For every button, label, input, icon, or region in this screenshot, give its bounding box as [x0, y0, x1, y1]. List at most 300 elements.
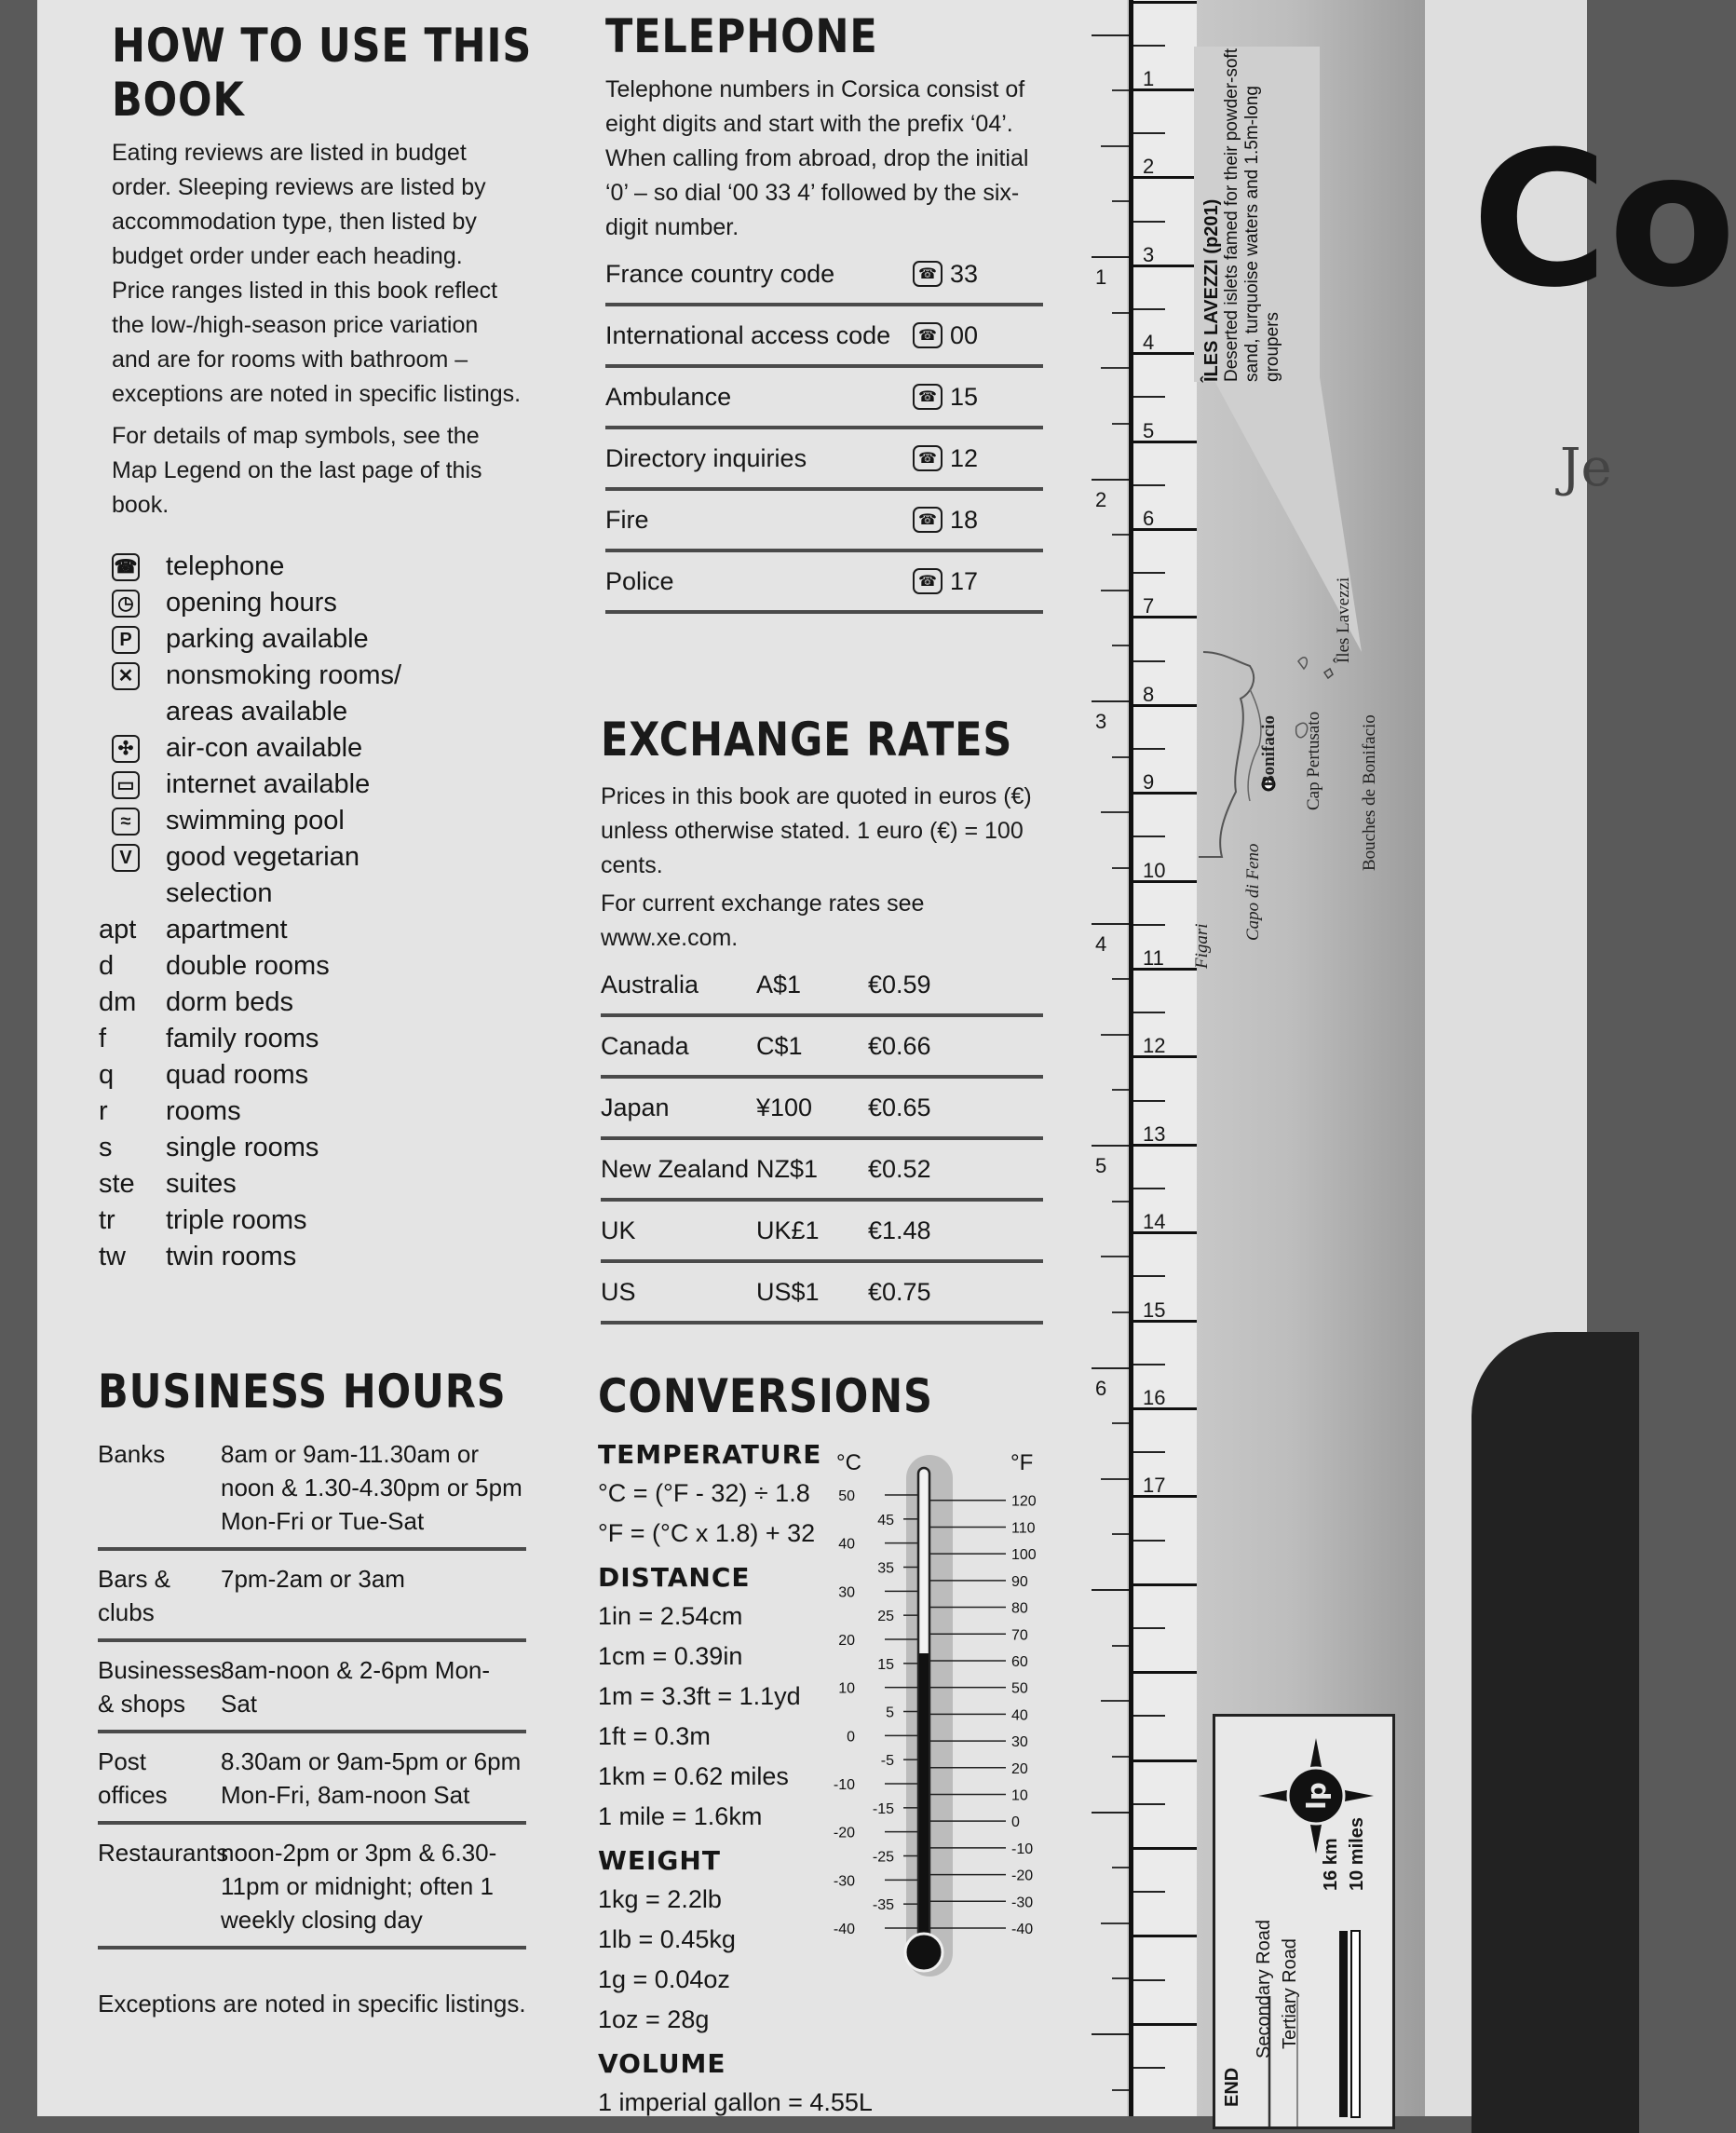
business-hours-value: 8am-noon & 2-6pm Mon-Sat: [221, 1656, 491, 1718]
celsius-minor-label: 45: [877, 1512, 894, 1528]
ruler-half-tick: [1133, 924, 1165, 926]
ruler-cm-label: 4: [1143, 331, 1155, 355]
exchange-country: UK: [601, 1216, 636, 1244]
abbreviation-row: [99, 1130, 549, 1166]
weight-line: 1kg = 2.2lb: [598, 1885, 722, 1913]
inch-tick: [1092, 923, 1129, 925]
celsius-minor-label: -5: [880, 1753, 894, 1770]
map-place-label: Bonifacio: [1259, 714, 1279, 787]
scale-miles-label: 10 miles: [1347, 1817, 1367, 1891]
clock-icon: ◷: [112, 590, 140, 618]
telephone-icon: ☎: [913, 445, 943, 471]
swimming-pool-icon: ≈: [112, 808, 140, 836]
fahrenheit-label: 40: [1011, 1707, 1028, 1724]
celsius-major-label: 30: [838, 1584, 855, 1601]
how-to-use-title: HOW TO USE THIS BOOK: [112, 19, 533, 127]
weight-line: 1g = 0.04oz: [598, 1965, 730, 1993]
inch-minor-tick: [1101, 590, 1129, 591]
telephone-icon: ☎: [913, 261, 943, 287]
exchange-rates-section: [601, 713, 1043, 1325]
lavezzi-islets: [1324, 669, 1333, 678]
business-hours-section: [98, 1365, 526, 2021]
celsius-minor-label: 15: [877, 1656, 894, 1673]
inch-minor-tick: [1112, 1756, 1129, 1758]
ruler-cm-tick: [1133, 1, 1197, 4]
ruler-half-tick: [1133, 572, 1165, 574]
distance-line: 1 mile = 1.6km: [598, 1802, 763, 1830]
inch-minor-tick: [1112, 423, 1129, 425]
map-legend-graphics: [1215, 1717, 1392, 2126]
aircon-icon: ✣: [112, 735, 140, 763]
inch-minor-tick: [1101, 145, 1129, 147]
ruler-cm-label: 17: [1143, 1474, 1166, 1498]
exchange-row: [601, 1017, 1043, 1079]
ruler-cm-label: 12: [1143, 1034, 1166, 1058]
symbol-key-row: [112, 585, 549, 621]
telephone-row: [605, 552, 1043, 614]
business-hours-value: 8.30am or 9am-5pm or 6pm Mon-Fri, 8am-noon Sat: [221, 1747, 522, 1809]
weight-line: 1lb = 0.45kg: [598, 1925, 736, 1953]
thermometer-bulb: [905, 1934, 943, 1971]
telephone-number: 15: [950, 382, 979, 411]
centimetre-ruler: [1129, 0, 1197, 2116]
ruler-half-tick: [1133, 660, 1165, 662]
abbreviation-row: [99, 948, 549, 985]
inch-tick: [1092, 1367, 1129, 1369]
abbreviation-code: tr: [99, 1205, 115, 1235]
ruler-half-tick: [1133, 45, 1165, 47]
ruler-half-tick: [1133, 396, 1165, 398]
thermometer-diagram: [820, 1444, 1099, 2003]
abbreviation-code: s: [99, 1133, 113, 1162]
ruler-half-tick: [1133, 1364, 1165, 1365]
fahrenheit-label: 20: [1011, 1760, 1028, 1777]
telephone-row-label: France country code: [605, 259, 835, 288]
abbreviation-label: apartment: [166, 915, 288, 944]
telephone-row-number-cell: [913, 506, 978, 535]
inch-tick: [1092, 1145, 1129, 1147]
abbreviation-label: single rooms: [166, 1133, 319, 1162]
telephone-title: TELEPHONE: [605, 9, 878, 63]
abbreviation-label: family rooms: [166, 1024, 319, 1053]
celsius-minor-label: 5: [886, 1705, 894, 1721]
vegetarian-icon: V: [112, 844, 140, 872]
symbol-key-row: [112, 549, 549, 585]
symbol-key-icon-cell: [112, 658, 166, 694]
temperature-formula: °F = (°C x 1.8) + 32: [598, 1519, 816, 1547]
inch-label: 2: [1095, 487, 1107, 511]
telephone-row-number-cell: [913, 260, 978, 289]
right-page-photo: [1472, 1332, 1639, 2133]
symbol-key-label: swimming pool: [166, 806, 345, 836]
exchange-row: [601, 1140, 1043, 1202]
distance-line: 1cm = 0.39in: [598, 1642, 743, 1670]
ruler-cm-label: 5: [1143, 418, 1155, 442]
inch-tick: [1092, 2033, 1129, 2035]
business-hours-table: [98, 1426, 526, 1950]
ruler-half-tick: [1133, 1012, 1165, 1013]
how-to-use-paragraph: Eating reviews are listed in budget order. Sleeping reviews are listed by accommodation type, then listed by budget order under each heading. Price ranges listed in this book reflect the low-/high-season price variation and are for rooms with bathroom – exceptions are noted in specific listings.: [112, 140, 522, 407]
thermometer-mercury: [919, 1653, 929, 1951]
inch-minor-tick: [1112, 200, 1129, 202]
ruler-half-tick: [1133, 836, 1165, 837]
fahrenheit-label: 100: [1011, 1547, 1037, 1564]
abbreviation-row: [99, 985, 549, 1021]
symbol-key-icon-cell: [112, 767, 166, 803]
distance-line: 1ft = 0.3m: [598, 1722, 711, 1750]
how-to-use-section: [99, 19, 549, 1275]
telephone-row: [605, 368, 1043, 429]
inch-minor-tick: [1101, 1700, 1129, 1702]
abbreviation-code: f: [99, 1024, 107, 1053]
symbol-key-row: [112, 767, 549, 803]
map-place-label: Bouches de Bonifacio: [1360, 714, 1379, 871]
telephone-row-number-cell: [913, 321, 978, 350]
ruler-cm-tick: [1133, 1671, 1197, 1674]
ruler-cm-tick: [1133, 1759, 1197, 1762]
fahrenheit-label: 30: [1011, 1734, 1028, 1751]
inch-label: 3: [1095, 710, 1107, 733]
ruler-cm-tick: [1133, 1847, 1197, 1850]
abbreviation-code: r: [99, 1096, 108, 1126]
fahrenheit-label: -40: [1011, 1922, 1034, 1937]
exchange-row: [601, 1202, 1043, 1263]
ruler-cm-label: 10: [1143, 858, 1166, 882]
abbreviation-row: [99, 1057, 549, 1094]
ruler-half-tick: [1133, 1451, 1165, 1453]
map-place-label: Cap Pertusato: [1304, 711, 1323, 810]
weight-heading: WEIGHT: [598, 1845, 721, 1876]
fahrenheit-label: 120: [1011, 1493, 1037, 1510]
telephone-row: [605, 245, 1043, 306]
telephone-row: [605, 306, 1043, 368]
lavezzi-callout-text: [1201, 47, 1283, 382]
map-legend-title: END: [1222, 2067, 1242, 2107]
inch-tick: [1092, 479, 1129, 481]
distance-line: 1in = 2.54cm: [598, 1602, 743, 1630]
inch-scale: [1088, 0, 1129, 2116]
inch-tick: [1092, 700, 1129, 702]
ruler-half-tick: [1133, 1979, 1165, 1981]
ruler-half-tick: [1133, 221, 1165, 223]
telephone-row-label: Ambulance: [605, 382, 732, 411]
weight-line: 1oz = 28g: [598, 2005, 710, 2033]
telephone-row-number-cell: [913, 567, 978, 596]
symbol-key-icon-cell: [112, 839, 166, 876]
telephone-row-label: Directory inquiries: [605, 443, 807, 472]
celsius-major-label: 0: [847, 1729, 855, 1746]
business-type: Banks: [98, 1440, 166, 1468]
telephone-row-label: Fire: [605, 505, 649, 534]
exchange-country: Japan: [601, 1093, 670, 1121]
ruler-half-tick: [1133, 2067, 1165, 2069]
coastline: [1199, 652, 1254, 857]
exchange-row: [601, 1263, 1043, 1325]
telephone-number: 33: [950, 259, 979, 288]
lavezzi-callout-title: ÎLES LAVEZZI (p201): [1201, 198, 1222, 382]
telephone-icon: ☎: [913, 384, 943, 410]
business-hours-row: [98, 1733, 526, 1825]
fahrenheit-label: 50: [1011, 1680, 1028, 1697]
ruler-cm-label: 7: [1143, 594, 1155, 618]
celsius-major-label: 50: [838, 1488, 855, 1504]
celsius-unit-label: °C: [836, 1450, 861, 1475]
inch-tick: [1092, 1812, 1129, 1814]
inch-minor-tick: [1101, 1922, 1129, 1924]
symbol-key-label: opening hours: [166, 588, 337, 618]
celsius-major-label: -10: [833, 1777, 855, 1793]
exchange-unit: UK£1: [756, 1216, 820, 1244]
inch-minor-tick: [1112, 1645, 1129, 1647]
symbol-key-list: [99, 549, 549, 1275]
inch-minor-tick: [1112, 1201, 1129, 1202]
ruler-half-tick: [1133, 132, 1165, 134]
legend-secondary-road: Secondary Road: [1254, 1920, 1274, 2058]
symbol-key-icon-cell: [112, 585, 166, 621]
internet-icon: ▭: [112, 771, 140, 799]
exchange-euro-value: €0.75: [868, 1277, 931, 1306]
fahrenheit-label: 110: [1011, 1520, 1036, 1537]
abbreviation-code: q: [99, 1060, 115, 1090]
celsius-major-label: 40: [838, 1536, 855, 1553]
celsius-major-label: -20: [833, 1825, 855, 1841]
ruler-cm-tick: [1133, 2023, 1197, 2026]
inch-minor-tick: [1101, 811, 1129, 813]
celsius-major-label: 20: [838, 1633, 855, 1649]
exchange-euro-value: €1.48: [868, 1216, 931, 1244]
business-hours-value: 8am or 9am-11.30am or noon & 1.30-4.30pm or 5pm Mon-Fri or Tue-Sat: [221, 1440, 522, 1535]
temperature-formula: °C = (°F - 32) ÷ 1.8: [598, 1479, 810, 1507]
business-hours-row: [98, 1825, 526, 1950]
telephone-section: [605, 9, 1043, 614]
exchange-euro-value: €0.59: [868, 970, 931, 999]
ruler-cm-label: 14: [1143, 1210, 1166, 1234]
right-page-subtext: Je: [1560, 438, 1612, 498]
ruler-half-tick: [1133, 1803, 1165, 1805]
business-hours-value: 7pm-2am or 3am: [221, 1565, 405, 1593]
symbol-key-row: [112, 658, 549, 730]
inch-label: 1: [1095, 265, 1107, 289]
abbreviation-row: [99, 912, 549, 948]
celsius-minor-label: 35: [877, 1560, 894, 1577]
distance-heading: DISTANCE: [598, 1562, 751, 1593]
legend-tertiary-road: Tertiary Road: [1280, 1938, 1300, 2049]
scale-bar-miles: [1351, 1931, 1360, 2117]
exchange-table: [601, 956, 1043, 1325]
telephone-icon: ☎: [913, 322, 943, 348]
fahrenheit-label: 60: [1011, 1653, 1028, 1670]
inch-minor-tick: [1112, 89, 1129, 91]
celsius-major-label: -30: [833, 1873, 855, 1890]
how-to-use-paragraph: For details of map symbols, see the Map Legend on the last page of this book.: [112, 423, 482, 518]
ruler-cm-label: 13: [1143, 1121, 1166, 1146]
fahrenheit-label: 70: [1011, 1627, 1028, 1644]
abbreviation-label: suites: [166, 1169, 237, 1199]
abbreviation-label: double rooms: [166, 951, 330, 981]
abbreviation-code: tw: [99, 1242, 126, 1271]
abbreviation-row: [99, 1166, 549, 1202]
abbreviation-code: apt: [99, 915, 137, 944]
inch-minor-tick: [1112, 534, 1129, 536]
celsius-minor-label: 25: [877, 1609, 894, 1625]
business-hours-row: [98, 1426, 526, 1551]
abbreviation-row: [99, 1094, 549, 1130]
inch-minor-tick: [1112, 1089, 1129, 1091]
nonsmoking-icon: ✕: [112, 662, 140, 690]
business-type: Bars & clubs: [98, 1565, 171, 1626]
inch-tick: [1092, 1589, 1129, 1591]
symbol-key-row: [112, 803, 549, 839]
map-place-label: Figari: [1192, 923, 1212, 969]
inch-minor-tick: [1112, 978, 1129, 980]
ruler-cm-label: 9: [1143, 770, 1155, 795]
lavezzi-callout-description: Deserted islets famed for their powder-soft sand, turquoise waters and 1.5m-long groupers: [1222, 48, 1282, 382]
scale-km-label: 16 km: [1321, 1838, 1341, 1891]
telephone-row: [605, 491, 1043, 552]
inch-label: 5: [1095, 1154, 1107, 1177]
telephone-icon: ☎: [112, 553, 140, 581]
inch-minor-tick: [1112, 867, 1129, 869]
telephone-number: 12: [950, 443, 979, 472]
abbreviation-label: rooms: [166, 1096, 241, 1126]
fahrenheit-label: -30: [1011, 1895, 1034, 1911]
inch-tick: [1092, 256, 1129, 258]
parking-icon: P: [112, 626, 140, 654]
ruler-cm-label: 8: [1143, 682, 1155, 706]
inch-tick: [1092, 34, 1129, 36]
ruler-cm-label: 16: [1143, 1386, 1166, 1409]
business-type: Restaurants: [98, 1839, 229, 1867]
exchange-unit: A$1: [756, 970, 802, 999]
telephone-number: 17: [950, 566, 979, 595]
symbol-key-row: [112, 730, 549, 767]
abbreviation-label: twin rooms: [166, 1242, 297, 1271]
inch-minor-tick: [1112, 645, 1129, 646]
ruler-cm-label: 15: [1143, 1297, 1166, 1322]
business-type: Post offices: [98, 1747, 168, 1809]
abbreviation-code: ste: [99, 1169, 135, 1199]
exchange-country: Australia: [601, 970, 699, 999]
inch-minor-tick: [1101, 1034, 1129, 1036]
abbreviation-row: [99, 1021, 549, 1057]
symbol-key-label: telephone: [166, 551, 285, 581]
lp-logo: lp: [1301, 1782, 1332, 1810]
ruler-cm-label: 11: [1143, 946, 1164, 970]
right-page: [1425, 0, 1736, 2116]
symbol-key-row: [112, 621, 549, 658]
ruler-cm-label: 3: [1143, 242, 1155, 266]
abbreviation-code: dm: [99, 987, 137, 1017]
exchange-euro-value: €0.52: [868, 1154, 931, 1183]
business-hours-footnote: Exceptions are noted in specific listings.: [98, 1990, 526, 2018]
ruler-cm-tick: [1133, 1583, 1197, 1586]
corsica-map: [1194, 373, 1417, 1043]
telephone-row-label: Police: [605, 566, 674, 595]
exchange-euro-value: €0.66: [868, 1031, 931, 1060]
telephone-row-label: International access code: [605, 320, 891, 349]
exchange-country: US: [601, 1277, 636, 1306]
inch-minor-tick: [1112, 756, 1129, 758]
temperature-heading: TEMPERATURE: [598, 1439, 822, 1470]
symbol-key-icon-cell: [112, 549, 166, 585]
business-type: Businesses & shops: [98, 1656, 222, 1718]
telephone-icon: ☎: [913, 568, 943, 594]
telephone-icon: ☎: [913, 507, 943, 533]
celsius-minor-label: -35: [872, 1897, 894, 1914]
ruler-cm-label: 1: [1143, 67, 1155, 90]
inch-minor-tick: [1101, 1256, 1129, 1257]
ruler-half-tick: [1133, 308, 1165, 310]
celsius-major-label: 10: [838, 1680, 855, 1697]
symbol-key-icon-cell: [112, 803, 166, 839]
inch-label: 6: [1095, 1376, 1107, 1400]
ruler-half-tick: [1133, 1540, 1165, 1542]
telephone-table: [605, 245, 1043, 614]
inch-minor-tick: [1112, 1867, 1129, 1868]
distance-line: 1m = 3.3ft = 1.1yd: [598, 1682, 801, 1710]
telephone-row-number-cell: [913, 383, 978, 412]
telephone-number: 18: [950, 505, 979, 534]
exchange-row: [601, 1079, 1043, 1140]
business-hours-value: noon-2pm or 3pm & 6.30-11pm or midnight; often 1 weekly closing day: [221, 1839, 497, 1934]
ruler-half-tick: [1133, 1715, 1165, 1717]
business-hours-title: BUSINESS HOURS: [98, 1365, 507, 1419]
exchange-country: New Zealand: [601, 1154, 750, 1183]
ruler-half-tick: [1133, 1188, 1165, 1189]
symbol-key-icon-cell: [112, 621, 166, 658]
celsius-minor-label: -15: [872, 1800, 894, 1817]
inch-minor-tick: [1112, 1311, 1129, 1313]
inch-minor-tick: [1112, 1422, 1129, 1424]
ruler-cm-label: 2: [1143, 155, 1155, 179]
inch-minor-tick: [1112, 312, 1129, 314]
map-place-label: Îles Lavezzi: [1334, 577, 1353, 663]
symbol-key-label: air-con available: [166, 733, 363, 763]
exchange-intro-web: For current exchange rates see www.xe.com.: [601, 890, 925, 951]
exchange-unit: C$1: [756, 1031, 803, 1060]
exchange-unit: ¥100: [756, 1093, 813, 1121]
volume-heading: VOLUME: [598, 2048, 726, 2079]
volume-line: 1 imperial gallon = 4.55L: [598, 2088, 873, 2116]
inch-label: 4: [1095, 931, 1107, 956]
ruler-half-tick: [1133, 1275, 1165, 1277]
business-hours-row: [98, 1551, 526, 1642]
inch-minor-tick: [1112, 2089, 1129, 2091]
fahrenheit-unit-label: °F: [1010, 1450, 1034, 1475]
ruler-half-tick: [1133, 748, 1165, 750]
map-place-label: Capo di Feno: [1243, 843, 1263, 941]
ruler-cm-tick: [1133, 1935, 1197, 1937]
conversions-title: CONVERSIONS: [598, 1369, 933, 1423]
fahrenheit-label: 80: [1011, 1600, 1028, 1617]
fahrenheit-label: 90: [1011, 1573, 1028, 1590]
telephone-number: 00: [950, 320, 979, 349]
fahrenheit-label: 0: [1011, 1814, 1020, 1831]
scale-bar-km: [1339, 1931, 1348, 2117]
abbreviation-row: [99, 1202, 549, 1239]
telephone-intro: Telephone numbers in Corsica consist of eight digits and start with the prefix ‘04’. When calling from abroad, drop the initial ‘0’ – so dial ‘00 33 4’ followed by the six-digit number.: [605, 76, 1029, 240]
abbreviation-code: d: [99, 951, 115, 981]
telephone-row: [605, 429, 1043, 491]
exchange-row: [601, 956, 1043, 1017]
exchange-unit: US$1: [756, 1277, 820, 1306]
celsius-minor-label: -25: [872, 1849, 894, 1866]
symbol-key-row: [112, 839, 549, 912]
inch-minor-tick: [1112, 1533, 1129, 1535]
distance-line: 1km = 0.62 miles: [598, 1762, 789, 1790]
business-hours-row: [98, 1642, 526, 1733]
abbreviation-label: triple rooms: [166, 1205, 307, 1235]
